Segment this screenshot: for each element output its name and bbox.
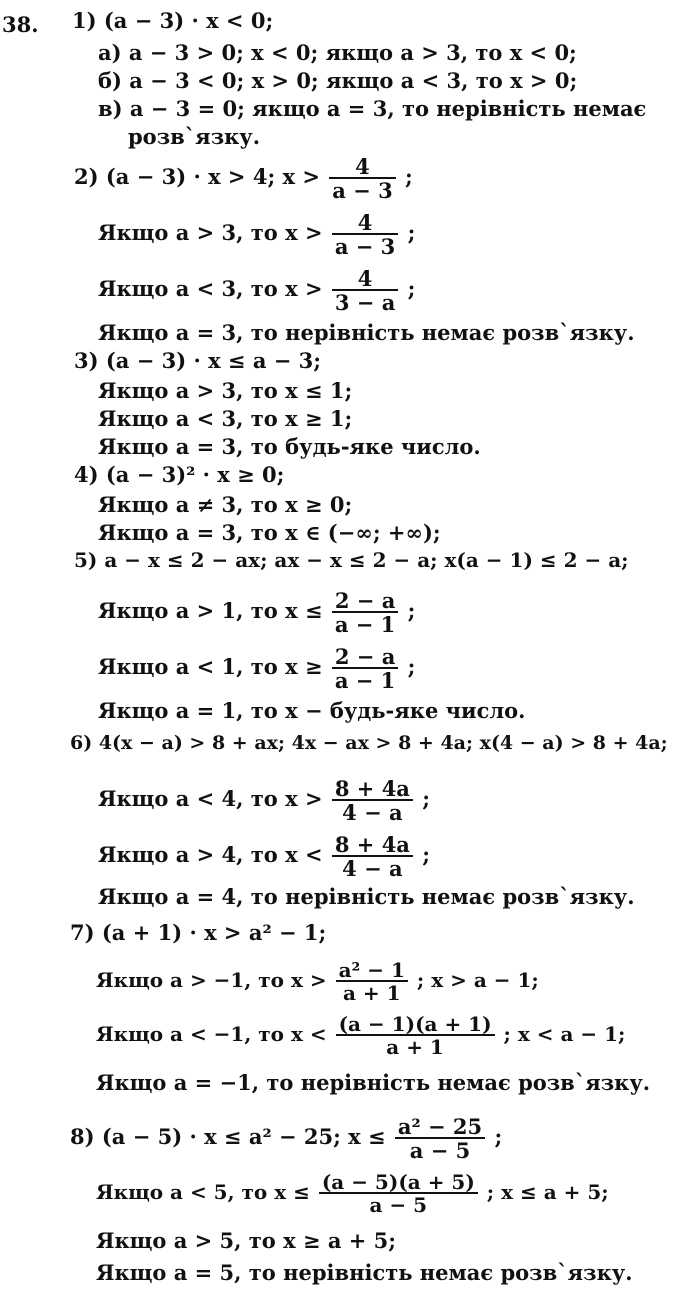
fraction — [332, 778, 413, 823]
line-text: Якщо a > 4, то x < — [98, 842, 323, 867]
line-text: Якщо a < 3, то x > — [98, 276, 323, 301]
item-2-line-1 — [98, 212, 415, 257]
item-8-line-1 — [96, 1172, 609, 1215]
fraction — [332, 268, 398, 313]
item-1-case-c-cont: розв`язку. — [128, 124, 261, 149]
item-2-head-text: 2) (a − 3) · x > 4; x > — [74, 164, 320, 189]
item-1-head: 1) (a − 3) · x < 0; — [72, 8, 274, 33]
line-end: ; — [407, 276, 416, 301]
line-end: ; — [422, 842, 430, 867]
item-4-head: 4) (a − 3)² · x ≥ 0; — [74, 462, 285, 487]
item-6-line-1 — [98, 778, 430, 823]
line-text: Якщо a < 5, то x ≤ — [96, 1180, 310, 1204]
fraction — [395, 1116, 485, 1161]
item-5-line-1 — [98, 590, 415, 635]
item-5-line-2 — [98, 646, 415, 691]
numerator: 2 − a — [334, 588, 396, 613]
item-5-head: 5) a − x ≤ 2 − ax; ax − x ≤ 2 − a; x(a − 1) ≤ 2 − a; — [74, 548, 629, 572]
numerator: 8 + 4a — [334, 776, 410, 801]
line-end: ; x > a − 1; — [416, 968, 539, 992]
denominator: a − 5 — [319, 1192, 478, 1215]
item-1-case-a: а) a − 3 > 0; x < 0; якщо a > 3, то x < 0; — [98, 40, 577, 65]
line-end: ; — [407, 654, 416, 679]
item-3-line-3: Якщо a = 3, то будь-яке число. — [98, 434, 481, 459]
numerator: 8 + 4a — [334, 832, 410, 857]
fraction — [336, 960, 408, 1003]
item-2-line-3: Якщо a = 3, то нерівність немає розв`язку. — [98, 320, 635, 345]
item-8-head — [70, 1116, 502, 1161]
line-text: Якщо a > 3, то x > — [98, 220, 323, 245]
item-7-line-2 — [96, 1014, 625, 1057]
denominator: a + 1 — [336, 980, 408, 1003]
item-8-head-text: 8) (a − 5) · x ≤ a² − 25; x ≤ — [70, 1124, 386, 1149]
denominator: a − 1 — [332, 667, 398, 691]
numerator: a² − 1 — [338, 958, 405, 982]
item-1-case-c: в) a − 3 = 0; якщо a = 3, то нерівність немає — [98, 96, 647, 121]
denominator: a + 1 — [336, 1034, 495, 1057]
item-2-line-2 — [98, 268, 415, 313]
numerator: 4 — [357, 210, 373, 235]
item-3-line-2: Якщо a < 3, то x ≥ 1; — [98, 406, 353, 431]
item-6-head: 6) 4(x − a) > 8 + ax; 4x − ax > 8 + 4a; x(4 − a) > 8 + 4a; — [70, 732, 668, 754]
denominator: a − 5 — [395, 1137, 485, 1161]
item-8-head-end: ; — [494, 1124, 503, 1149]
line-text: Якщо a < 1, то x ≥ — [98, 654, 323, 679]
denominator: 3 − a — [332, 289, 398, 313]
numerator: (a − 1)(a + 1) — [338, 1012, 492, 1036]
item-8-line-2: Якщо a > 5, то x ≥ a + 5; — [96, 1228, 397, 1253]
line-text: Якщо a > −1, то x > — [96, 968, 327, 992]
problem-number: 38. — [2, 12, 39, 37]
numerator: 2 − a — [334, 644, 396, 669]
denominator: a − 1 — [332, 611, 398, 635]
denominator: 4 − a — [332, 855, 413, 879]
denominator: 4 − a — [332, 799, 413, 823]
line-end: ; — [407, 220, 416, 245]
numerator: (a − 5)(a + 5) — [321, 1170, 475, 1194]
numerator: 4 — [357, 266, 373, 291]
item-3-head: 3) (a − 3) · x ≤ a − 3; — [74, 348, 322, 373]
numerator: 4 — [355, 154, 370, 179]
item-2-head — [74, 156, 413, 201]
item-1-case-b: б) a − 3 < 0; x > 0; якщо a < 3, то x > 0; — [98, 68, 578, 93]
item-7-line-1 — [96, 960, 539, 1003]
item-2-head-end: ; — [405, 164, 413, 189]
item-4-line-1: Якщо a ≠ 3, то x ≥ 0; — [98, 492, 353, 517]
line-end: ; x ≤ a + 5; — [486, 1180, 609, 1204]
fraction — [319, 1172, 478, 1215]
fraction — [332, 834, 413, 879]
line-end: ; — [407, 598, 416, 623]
line-text: Якщо a < −1, то x < — [96, 1022, 327, 1046]
line-end: ; — [422, 786, 430, 811]
item-6-line-2 — [98, 834, 430, 879]
numerator: a² − 25 — [397, 1114, 483, 1139]
item-6-line-3: Якщо a = 4, то нерівність немає розв`язку. — [98, 884, 635, 909]
line-text: Якщо a > 1, то x ≤ — [98, 598, 323, 623]
item-8-line-3: Якщо a = 5, то нерівність немає розв`язку. — [96, 1260, 633, 1285]
denominator: a − 3 — [329, 177, 395, 201]
fraction — [336, 1014, 495, 1057]
item-5-line-3: Якщо a = 1, то x − будь-яке число. — [98, 698, 526, 723]
item-7-line-3: Якщо a = −1, то нерівність немає розв`язку. — [96, 1070, 651, 1095]
fraction — [332, 646, 398, 691]
fraction — [332, 590, 398, 635]
item-3-line-1: Якщо a > 3, то x ≤ 1; — [98, 378, 353, 403]
fraction — [329, 156, 395, 201]
item-7-head: 7) (a + 1) · x > a² − 1; — [70, 920, 327, 945]
line-text: Якщо a < 4, то x > — [98, 786, 323, 811]
line-end: ; x < a − 1; — [503, 1022, 626, 1046]
denominator: a − 3 — [332, 233, 398, 257]
fraction — [332, 212, 398, 257]
item-4-line-2: Якщо a = 3, то x ∈ (−∞; +∞); — [98, 520, 441, 545]
